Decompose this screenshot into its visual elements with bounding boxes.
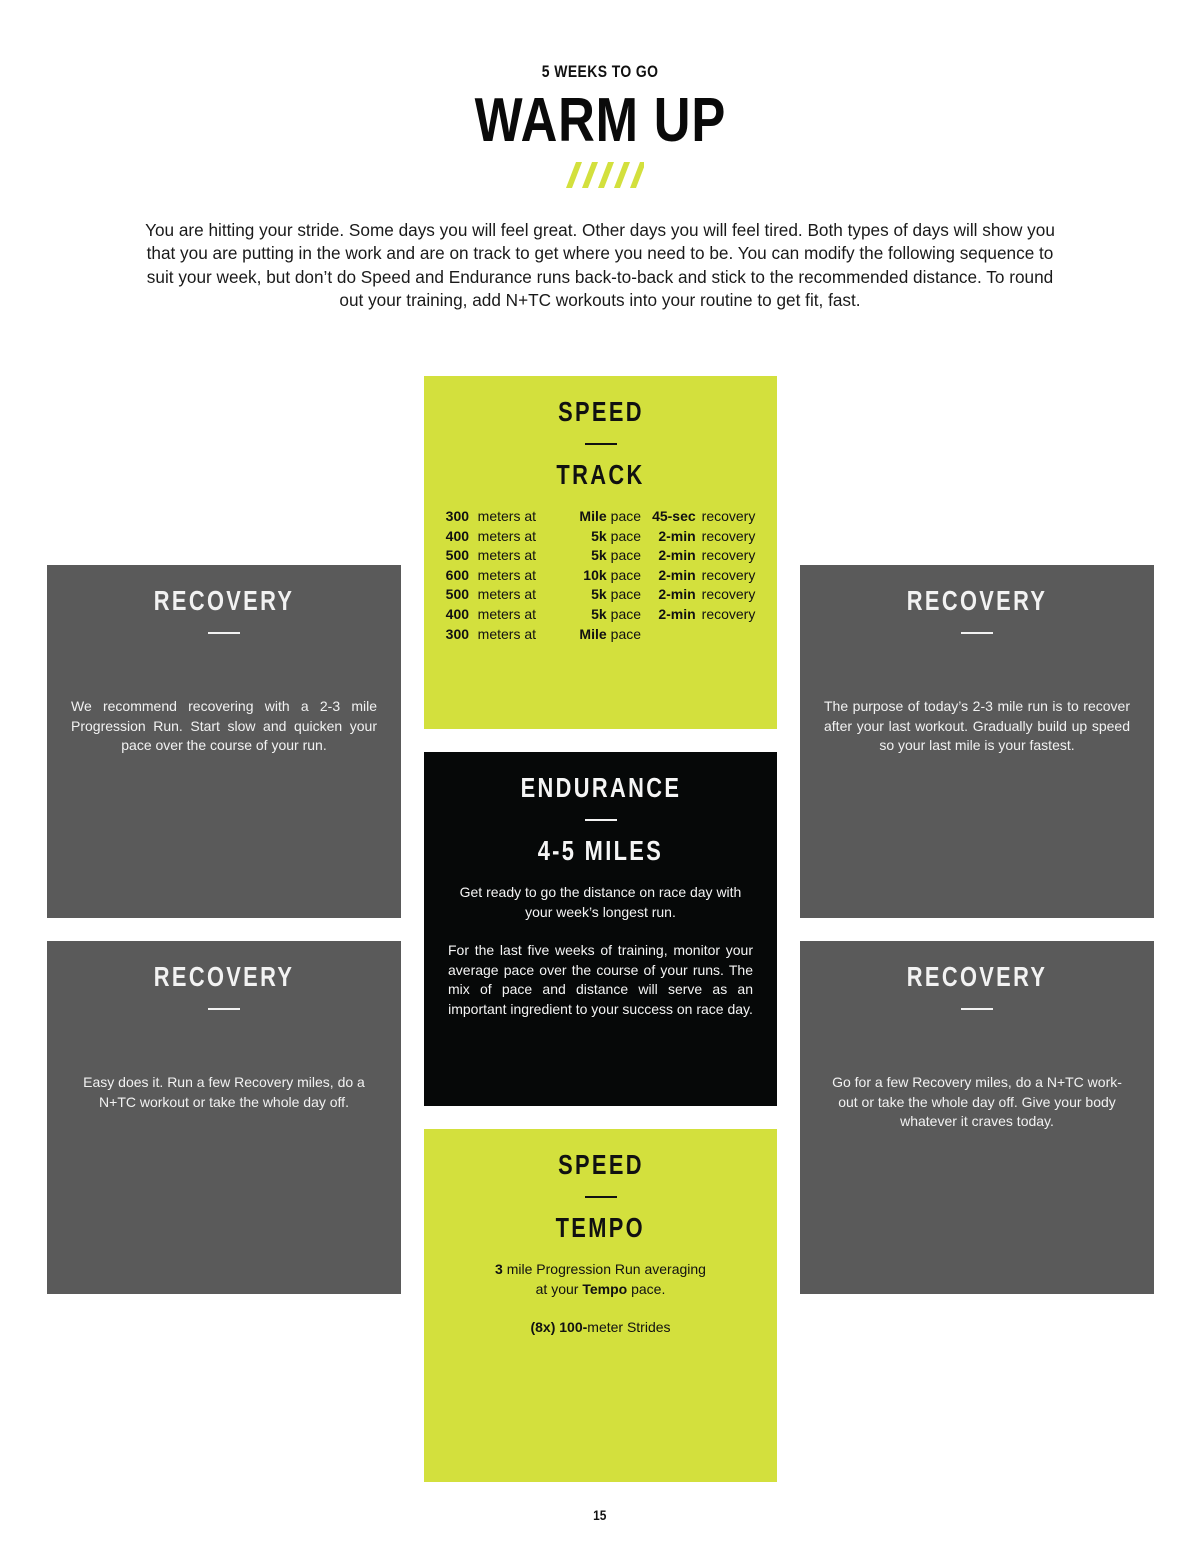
pace-value: 5k [591, 547, 607, 564]
recovery-card-bottom-left [47, 941, 401, 1294]
card-title: ENDURANCE [520, 772, 681, 803]
recovery-value [646, 625, 702, 645]
card-subtitle: 4-5 MILES [537, 835, 664, 866]
table-row [446, 566, 756, 586]
recovery-label: recovery [701, 547, 756, 564]
pace-label: pace [610, 625, 642, 642]
table-row [446, 527, 756, 547]
tempo-description [424, 1260, 777, 1299]
text: at your [535, 1280, 583, 1297]
text: pace. [627, 1280, 666, 1297]
card-title: RECOVERY [906, 961, 1048, 992]
card-title: RECOVERY [153, 961, 295, 992]
meters-label: meters at [477, 625, 537, 642]
recovery-label: recovery [701, 527, 756, 544]
intro-paragraph: You are hitting your stride. Some days you will feel great. Other days you will feel tired. Both types of days will show you that you are putting in the work and are on track to get where you need to be. You can modify the following sequence to suit your week, but don’t do Speed and Endurance runs back-to-back and stick to the recommended distance. To round out your training, add N+TC workouts into your routine to get fit, fast. [145, 220, 1055, 310]
pace-label: pace [610, 605, 642, 622]
divider [208, 632, 240, 634]
page-title: WARM UP [474, 86, 726, 155]
pace-value: 10k [583, 566, 607, 583]
pace-value: Mile [579, 625, 607, 642]
distance-value: 3 [495, 1261, 503, 1277]
meters-value: 500 [445, 547, 470, 564]
divider [208, 1008, 240, 1010]
table-row [446, 605, 756, 625]
card-text: We recommend recovering with a 2-3 mile Progression Run. Start slow and quicken your pace over the course of your run. [71, 698, 377, 754]
card-title: RECOVERY [153, 585, 295, 616]
recovery-label [702, 625, 756, 645]
recovery-value: 2-min [658, 547, 696, 564]
recovery-card-bottom-right [800, 941, 1154, 1294]
card-subtitle: TRACK [556, 459, 645, 490]
pace-value: Mile [579, 508, 607, 524]
divider [585, 819, 617, 821]
recovery-value: 2-min [658, 586, 696, 603]
meters-label: meters at [477, 566, 537, 583]
meters-label: meters at [477, 586, 537, 603]
pace-label: pace [610, 547, 642, 564]
pace-label: pace [610, 586, 642, 603]
table-row [446, 546, 756, 566]
table-row [446, 507, 756, 527]
track-intervals-table [446, 507, 756, 644]
meters-value: 400 [445, 527, 470, 544]
meters-value: 300 [445, 508, 470, 524]
pace-value: 5k [591, 527, 607, 544]
table-row [446, 625, 756, 645]
card-subtitle: TEMPO [555, 1212, 646, 1243]
divider [961, 632, 993, 634]
recovery-label: recovery [701, 508, 756, 524]
strides-count: (8x) 100- [530, 1319, 588, 1336]
meters-value: 400 [445, 605, 470, 622]
card-text-2: For the last five weeks of training, monitor your average pace over the course of your runs. The mix of pace and distance will serve as an important ingredient to your success on race day. [448, 942, 753, 1017]
card-title: SPEED [557, 396, 644, 427]
card-text: The purpose of today’s 2-3 mile run is to recover after your last workout. Gradually build up speed so your last mile is your fastest. [824, 698, 1130, 754]
recovery-value: 2-min [658, 527, 696, 544]
recovery-card-top-left [47, 565, 401, 918]
recovery-value: 45-sec [652, 508, 696, 524]
pace-label: pace [610, 508, 642, 524]
card-title: SPEED [557, 1149, 644, 1180]
card-text: Easy does it. Run a few Recovery miles, do a N+TC workout or take the whole day off. [83, 1074, 365, 1110]
meters-label: meters at [477, 508, 537, 524]
divider [585, 1196, 617, 1198]
text: mile Progression Run averaging [502, 1261, 706, 1277]
meters-value: 600 [445, 566, 470, 583]
meters-label: meters at [477, 605, 537, 622]
speed-track-card [424, 376, 777, 729]
card-text: Go for a few Recovery miles, do a N+TC work-out or take the whole day off. Give your body whatever it craves today. [832, 1074, 1122, 1130]
page-number: 15 [593, 1507, 607, 1523]
recovery-label: recovery [701, 605, 756, 622]
recovery-label: recovery [701, 566, 756, 583]
meters-label: meters at [477, 527, 537, 544]
divider [585, 443, 617, 445]
recovery-label: recovery [701, 586, 756, 603]
recovery-value: 2-min [658, 605, 696, 622]
pace-value: 5k [591, 586, 607, 603]
meters-value: 500 [445, 586, 470, 603]
meters-value: 300 [445, 625, 470, 642]
recovery-card-top-right [800, 565, 1154, 918]
card-title: RECOVERY [906, 585, 1048, 616]
endurance-card [424, 752, 777, 1106]
strides-line [424, 1318, 777, 1338]
divider [961, 1008, 993, 1010]
pace-value: 5k [591, 605, 607, 622]
meters-label: meters at [477, 547, 537, 564]
text: meter Strides [587, 1319, 671, 1336]
pace-label: pace [610, 566, 642, 583]
pace-label: pace [610, 527, 642, 544]
eyebrow-weeks-to-go: 5 WEEKS TO GO [541, 62, 659, 81]
recovery-value: 2-min [658, 566, 696, 583]
speed-tempo-card [424, 1129, 777, 1482]
pace-label: Tempo [582, 1280, 628, 1297]
card-text-1: Get ready to go the distance on race day with your week’s longest run. [459, 884, 742, 920]
stripes-icon [556, 162, 644, 188]
table-row [446, 585, 756, 605]
